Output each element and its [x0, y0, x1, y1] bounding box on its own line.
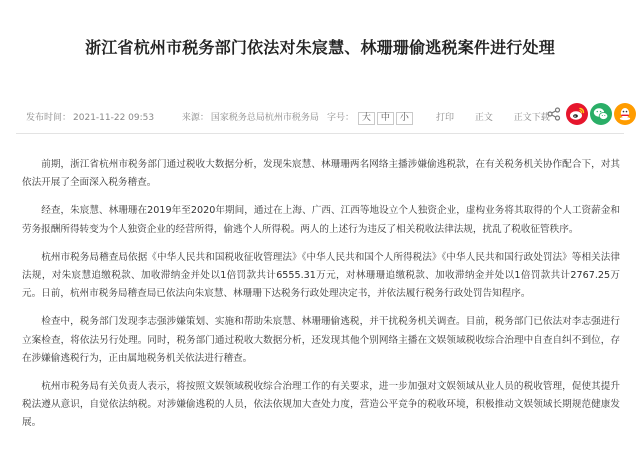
share-icon[interactable] — [547, 107, 561, 121]
download-link[interactable]: 正文下载 — [513, 113, 550, 123]
article-paragraph: 前期，浙江省杭州市税务部门通过税收大数据分析，发现朱宸慧、林珊珊两名网络主播涉嫌偷逃税款，在有关税务机关协作配合下，对其依法开展了全面深入税务稽查。 — [22, 159, 620, 189]
source-label: 来源： — [181, 113, 209, 123]
meta-divider — [16, 133, 624, 134]
article-paragraph: 杭州市税务局稽查局依据《中华人民共和国税收征收管理法》《中华人民共和国个人所得税法》《中华人民共和国行政处罚法》等相关法律法规，对朱宸慧追缴税款、加收滞纳金并处以1倍罚款共计6555.31万元，对林珊珊追缴税款、加收滞纳金并处以1倍罚款共计2767.25万元。日前，杭州市税务局稽查局已依法向朱宸慧、林珊珊下达税务行政处理决定书，并依法履行税务行政处罚告知程序。 — [22, 251, 620, 300]
font-size-medium-button[interactable]: 中 — [377, 112, 394, 125]
font-size-large-button[interactable]: 大 — [358, 112, 375, 125]
wechat-icon — [590, 103, 612, 125]
qq-icon — [614, 103, 636, 125]
weibo-share-button[interactable] — [566, 103, 588, 125]
article-body — [22, 156, 620, 443]
article-paragraph: 杭州市税务局有关负责人表示，将按照文娱领域税收综合治理工作的有关要求，进一步加强对文娱领域从业人员的税收管理，促使其提升税法遵从意识，自觉依法纳税。对涉嫌偷逃税的人员，依法依规加大查处力度，营造公平竞争的税收环境，积极推动文娱领域长期规范健康发展。 — [22, 381, 620, 429]
wechat-share-button[interactable] — [590, 103, 612, 125]
print-link[interactable]: 打印 — [436, 113, 455, 123]
article-paragraph: 检查中，税务部门发现李志强涉嫌策划、实施和帮助朱宸慧、林珊珊偷逃税，并干扰税务机关调查。目前，税务部门已依法对李志强进行立案检查，将依法另行处理。同时，税务部门通过税收大数据分析，还发现其他个别网络主播在文娱领域税收综合治理中自查自纠不到位，存在涉嫌偷逃税行为，正由属地税务机关依法进行稽查。 — [22, 316, 620, 364]
body-link[interactable]: 正文 — [474, 113, 493, 123]
weibo-icon — [566, 103, 588, 125]
publish-info — [26, 110, 321, 123]
article-meta-bar — [0, 104, 640, 130]
source-name: 国家税务总局杭州市税务局 — [210, 113, 319, 123]
published-date: 2021-11-22 09:53 — [73, 113, 155, 123]
article-paragraph: 经查，朱宸慧、林珊珊在2019年至2020年期间，通过在上海、广西、江西等地设立个人独资企业，虚构业务将其取得的个人工资薪金和劳务报酬所得转变为个人独资企业的经营所得，偷逃个人所得税。两人的上述行为违反了相关税收法律法规，扰乱了税收征管秩序。 — [22, 205, 620, 235]
article-title: 浙江省杭州市税务部门依法对朱宸慧、林珊珊偷逃税案件进行处理 — [85, 38, 555, 57]
published-label: 发布时间： — [26, 113, 72, 123]
font-size-small-button[interactable]: 小 — [396, 112, 413, 125]
qq-share-button[interactable] — [614, 103, 636, 125]
font-size-label: 字号： — [327, 113, 355, 123]
font-size-controls — [327, 110, 414, 125]
